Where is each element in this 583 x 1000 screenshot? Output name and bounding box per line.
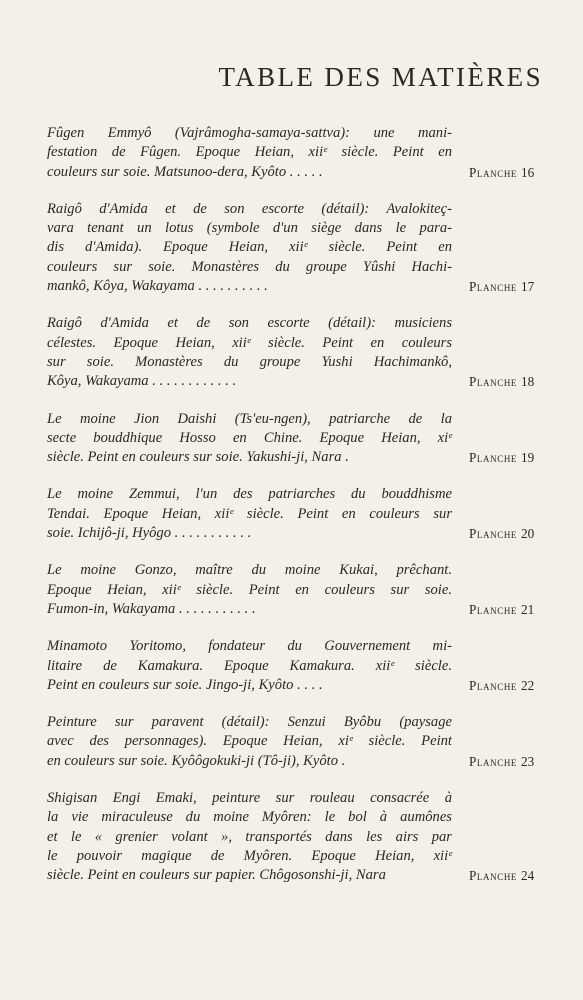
plate-label: Planche (469, 677, 518, 693)
contents-entry (47, 789, 547, 885)
entry-line: Raigô d'Amida et de son escorte (détail): Avalokiteç- (47, 200, 452, 217)
entry-description (47, 561, 452, 619)
plate-number: 16 (521, 164, 535, 180)
entry-line: le pouvoir magique de Myôren. Epoque Heian, xiiᵉ (47, 847, 452, 864)
entry-line: couleurs sur soie. Monastères du groupe Yûshi Hachi- (47, 258, 452, 275)
entry-line: Fumon-in, Wakayama . . . . . . . . . . . (47, 600, 256, 617)
entry-line: avec des personnages). Epoque Heian, xiᵉ siècle. Peint (47, 733, 452, 750)
contents-entry (47, 314, 547, 391)
plate-label: Planche (469, 753, 518, 769)
plate-number: 20 (521, 526, 535, 542)
entry-line: sur soie. Monastères du groupe Yushi Hachimankô, (47, 353, 452, 370)
contents-entry (47, 561, 547, 619)
entry-line: soie. Ichijô-ji, Hyôgo . . . . . . . . . . . (47, 525, 252, 542)
plate-number: 21 (521, 601, 535, 617)
plate-reference (469, 866, 534, 885)
entry-description (47, 637, 452, 695)
entry-line: Le moine Zemmui, l'un des patriarches du bouddhisme (47, 486, 452, 503)
contents-entry (47, 410, 547, 468)
entry-line: Tendai. Epoque Heian, xiiᵉ siècle. Peint en couleurs sur (47, 505, 452, 522)
plate-number: 18 (521, 374, 535, 390)
plate-reference (469, 676, 534, 695)
plate-label: Planche (469, 450, 518, 466)
entry-line: célestes. Epoque Heian, xiiᵉ siècle. Peint en couleurs (47, 334, 452, 351)
contents-entry (47, 637, 547, 695)
entry-line: Shigisan Engi Emaki, peinture sur rouleau consacrée à (47, 790, 452, 807)
entry-line: Peint en couleurs sur soie. Jingo-ji, Kyôto . . . . (47, 676, 323, 693)
plate-reference (469, 600, 534, 619)
entry-line: et le « grenier volant », transportés dans les airs par (47, 828, 452, 845)
entry-line: couleurs sur soie. Matsunoo-dera, Kyôto . . . . . (47, 163, 323, 180)
contents-entry (47, 200, 547, 296)
plate-label: Planche (469, 601, 518, 617)
contents-list (47, 124, 547, 904)
plate-reference (469, 163, 534, 182)
contents-entry (47, 485, 547, 543)
plate-label: Planche (469, 526, 518, 542)
entry-description (47, 485, 452, 543)
contents-entry (47, 124, 547, 182)
entry-line: litaire de Kamakura. Epoque Kamakura. xiiᵉ siècle. (47, 657, 452, 674)
entry-description (47, 410, 452, 468)
entry-line: siècle. Peint en couleurs sur soie. Yakushi-ji, Nara . (47, 449, 349, 466)
contents-entry (47, 713, 547, 771)
plate-label: Planche (469, 164, 518, 180)
entry-line: Le moine Jion Daishi (Ts'eu-ngen), patriarche de la (47, 410, 452, 427)
entry-description (47, 789, 452, 885)
entry-line: Peinture sur paravent (détail): Senzui Byôbu (paysage (47, 714, 452, 731)
page-title: TABLE DES MATIÈRES (218, 62, 543, 92)
entry-line: Fûgen Emmyô (Vajrâmogha-samaya-sattva): une mani- (47, 125, 452, 141)
entry-line: Raigô d'Amida et de son escorte (détail): musiciens (47, 315, 452, 332)
plate-label: Planche (469, 868, 518, 884)
entry-line: vara tenant un lotus (symbole d'un siège dans le para- (47, 220, 452, 237)
entry-line: secte bouddhique Hosso en Chine. Epoque Heian, xiᵉ (47, 429, 452, 446)
plate-reference (469, 524, 534, 543)
entry-line: Minamoto Yoritomo, fondateur du Gouvernement mi- (47, 638, 452, 655)
plate-label: Planche (469, 374, 518, 390)
entry-line: festation de Fûgen. Epoque Heian, xiiᵉ siècle. Peint en (47, 144, 452, 161)
plate-number: 22 (521, 677, 535, 693)
entry-description (47, 124, 452, 182)
entry-line: Epoque Heian, xiiᵉ siècle. Peint en couleurs sur soie. (47, 581, 452, 598)
entry-line: Le moine Gonzo, maître du moine Kukai, prêchant. (47, 562, 452, 579)
entry-line: en couleurs sur soie. Kyôôgokuki-ji (Tô-ji), Kyôto . (47, 752, 346, 769)
entry-description (47, 713, 452, 771)
plate-label: Planche (469, 279, 518, 295)
plate-reference (469, 752, 534, 771)
plate-number: 17 (521, 279, 535, 295)
plate-reference (469, 448, 534, 467)
plate-reference (469, 372, 534, 391)
entry-line: mankô, Kôya, Wakayama . . . . . . . . . . (47, 278, 268, 295)
entry-line: siècle. Peint en couleurs sur papier. Chôgosonshi-ji, Nara (47, 867, 386, 884)
plate-number: 23 (521, 753, 535, 769)
entry-description (47, 314, 452, 391)
plate-reference (469, 277, 534, 296)
plate-number: 24 (521, 868, 535, 884)
entry-line: la vie miraculeuse du moine Myôren: le bol à aumônes (47, 809, 452, 826)
plate-number: 19 (521, 450, 535, 466)
entry-line: dis d'Amida). Epoque Heian, xiiᵉ siècle. Peint en (47, 239, 452, 256)
entry-description (47, 200, 452, 296)
entry-line: Kôya, Wakayama . . . . . . . . . . . . (47, 373, 237, 390)
